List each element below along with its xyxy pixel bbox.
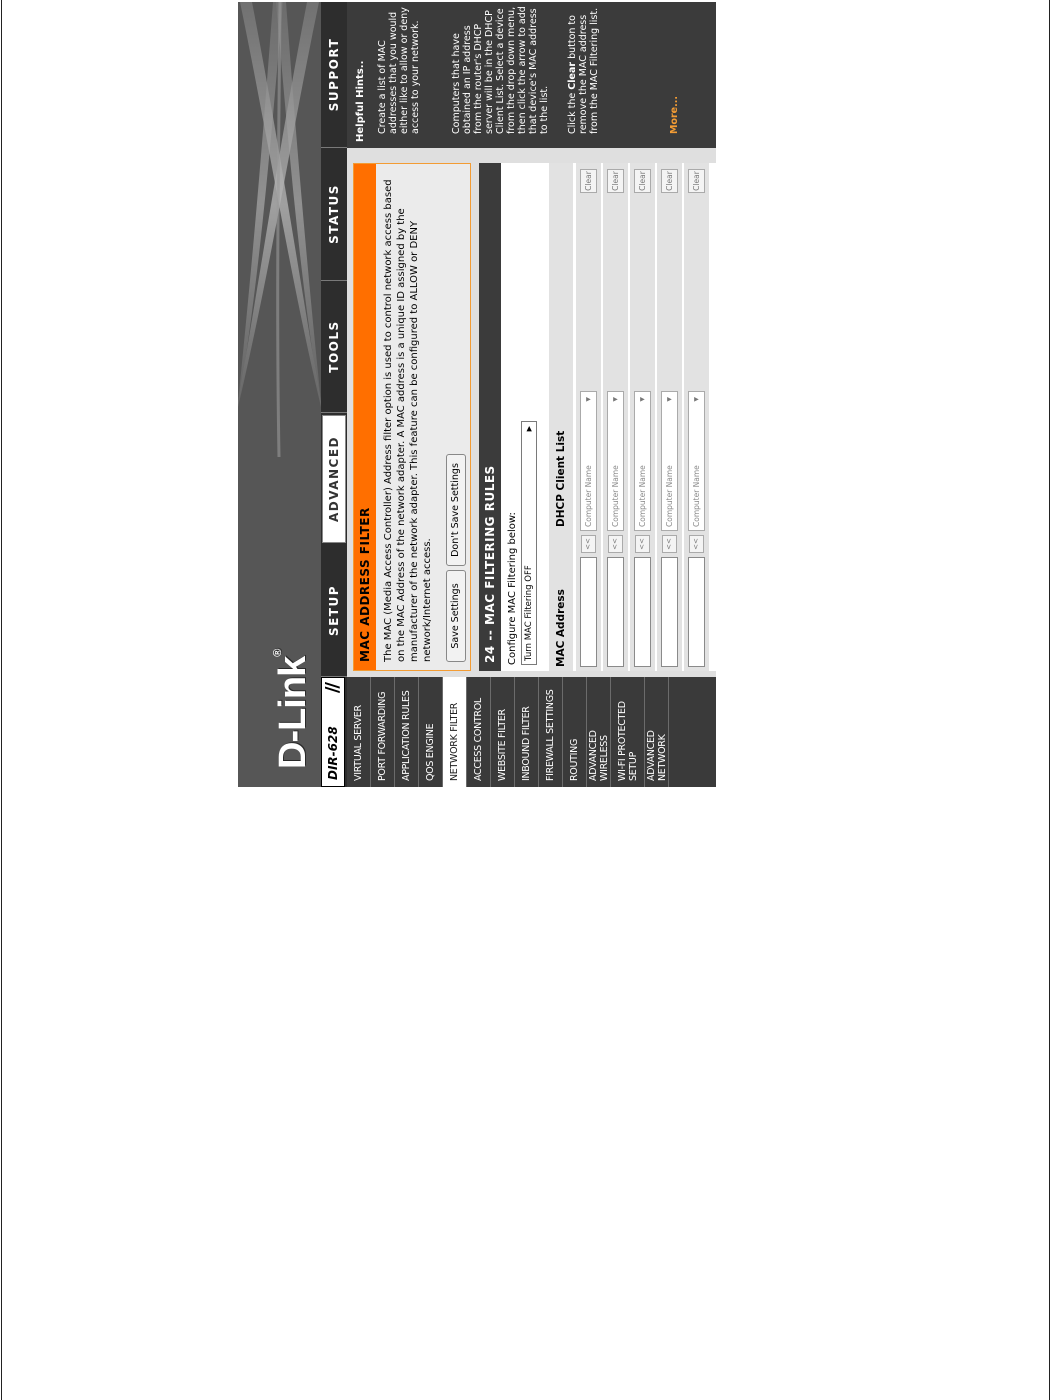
intro-panel — [353, 163, 471, 671]
save-settings-button[interactable]: Save Settings — [446, 570, 466, 662]
copy-mac-button[interactable]: << — [689, 535, 704, 553]
hint-text: Create a list of MAC addresses that you would either like to allow or deny access to your network. — [377, 7, 421, 134]
mac-address-input[interactable] — [607, 557, 624, 667]
clear-button[interactable]: Clear — [607, 169, 624, 193]
sidebar-item-access-control[interactable]: ACCESS CONTROL — [467, 677, 491, 787]
computer-name-select[interactable]: Computer Name ▼ — [607, 391, 624, 531]
dlink-logo: D-Link® — [272, 649, 314, 769]
table-row — [603, 163, 628, 671]
sidebar-item-advanced-wireless[interactable]: ADVANCED WIRELESS — [587, 677, 611, 787]
tab-support[interactable]: SUPPORT — [321, 2, 347, 148]
top-tab-bar — [321, 2, 347, 787]
copy-mac-button[interactable]: << — [635, 535, 650, 553]
computer-name-select[interactable]: Computer Name ▼ — [634, 391, 651, 531]
computer-name-select[interactable]: Computer Name ▼ — [688, 391, 705, 531]
chevron-down-icon: ▼ — [666, 397, 673, 402]
model-label: DIR-628 // — [321, 677, 345, 787]
header-banner — [238, 2, 321, 787]
computer-name-select[interactable]: Computer Name ▼ — [580, 391, 597, 531]
tab-advanced[interactable]: ADVANCED — [322, 415, 346, 543]
configure-label: Configure MAC Filtering below: — [507, 512, 518, 665]
dropdown-arrow-icon: ▶ — [525, 426, 533, 432]
support-panel — [347, 2, 716, 148]
more-link[interactable]: More... — [669, 96, 680, 134]
page-border-left — [1, 0, 2, 1400]
mac-filtering-rules-panel — [479, 163, 716, 671]
chevron-down-icon: ▼ — [612, 397, 619, 402]
sidebar-item-wifi-protected-setup[interactable]: WI-FI PROTECTED SETUP — [611, 677, 645, 787]
copy-mac-button[interactable]: << — [608, 535, 623, 553]
table-row — [657, 163, 682, 671]
sidebar-item-application-rules[interactable]: APPLICATION RULES — [395, 677, 419, 787]
tab-setup[interactable]: SETUP — [321, 545, 347, 677]
chevron-down-icon: ▼ — [585, 397, 592, 402]
mac-address-input[interactable] — [634, 557, 651, 667]
column-header-dhcp: DHCP Client List — [549, 163, 573, 531]
chevron-down-icon: ▼ — [639, 397, 646, 402]
sidebar-item-port-forwarding[interactable]: PORT FORWARDING — [371, 677, 395, 787]
chevron-down-icon: ▼ — [693, 397, 700, 402]
clear-button[interactable]: Clear — [661, 169, 678, 193]
sidebar-item-virtual-server[interactable]: VIRTUAL SERVER — [347, 677, 371, 787]
copy-mac-button[interactable]: << — [581, 535, 596, 553]
sidebar-item-routing[interactable]: ROUTING — [563, 677, 587, 787]
rules-title: 24 -- MAC FILTERING RULES — [479, 163, 501, 671]
hint-text: Computers that have obtained an IP address from the router's DHCP server will be in the DHCP Client List. Select a device from the drop down menu, then click the arrow to add that device's MAC address to the list. — [451, 6, 550, 134]
dont-save-settings-button[interactable]: Don't Save Settings — [446, 454, 466, 566]
tab-tools[interactable]: TOOLS — [321, 281, 347, 413]
table-row — [630, 163, 655, 671]
section-title: MAC ADDRESS FILTER — [354, 164, 376, 670]
clear-button[interactable]: Clear — [580, 169, 597, 193]
sidebar-item-advanced-network[interactable]: ADVANCED NETWORK — [645, 677, 669, 787]
sidebar-item-qos-engine[interactable]: QOS ENGINE — [419, 677, 443, 787]
sidebar-item-firewall-settings[interactable]: FIREWALL SETTINGS — [539, 677, 563, 787]
intro-description: The MAC (Media Access Controller) Address filter option is used to control network access based on the MAC Address of the network adapter. A MAC address is a unique ID assigned by the manufacturer of the network adapter. This feature can be configured to ALLOW or DENY network/Internet access. — [383, 179, 433, 662]
mac-filter-mode-value: Turn MAC Filtering OFF — [524, 565, 534, 661]
hints-title: Helpful Hints.. — [355, 60, 366, 142]
clear-button[interactable]: Clear — [688, 169, 705, 193]
sidebar-item-network-filter[interactable]: NETWORK FILTER — [443, 677, 467, 787]
sidebar-item-website-filter[interactable]: WEBSITE FILTER — [491, 677, 515, 787]
copy-mac-button[interactable]: << — [662, 535, 677, 553]
router-admin-page — [238, 2, 716, 787]
mac-address-input[interactable] — [661, 557, 678, 667]
mac-address-input[interactable] — [580, 557, 597, 667]
table-row — [684, 163, 709, 671]
table-row — [576, 163, 601, 671]
main-content — [347, 148, 716, 677]
clear-button[interactable]: Clear — [634, 169, 651, 193]
computer-name-select[interactable]: Computer Name ▼ — [661, 391, 678, 531]
tab-status[interactable]: STATUS — [321, 148, 347, 281]
mac-address-input[interactable] — [688, 557, 705, 667]
mac-filter-table — [549, 163, 716, 671]
sidebar-nav — [347, 677, 716, 787]
mac-filter-mode-select[interactable] — [521, 421, 537, 665]
hint-text: Click the Clear button to remove the MAC address from the MAC Filtering list. — [567, 7, 600, 134]
column-header-mac: MAC Address — [549, 531, 573, 671]
page-border-right — [1049, 0, 1050, 1400]
sidebar-item-inbound-filter[interactable]: INBOUND FILTER — [515, 677, 539, 787]
